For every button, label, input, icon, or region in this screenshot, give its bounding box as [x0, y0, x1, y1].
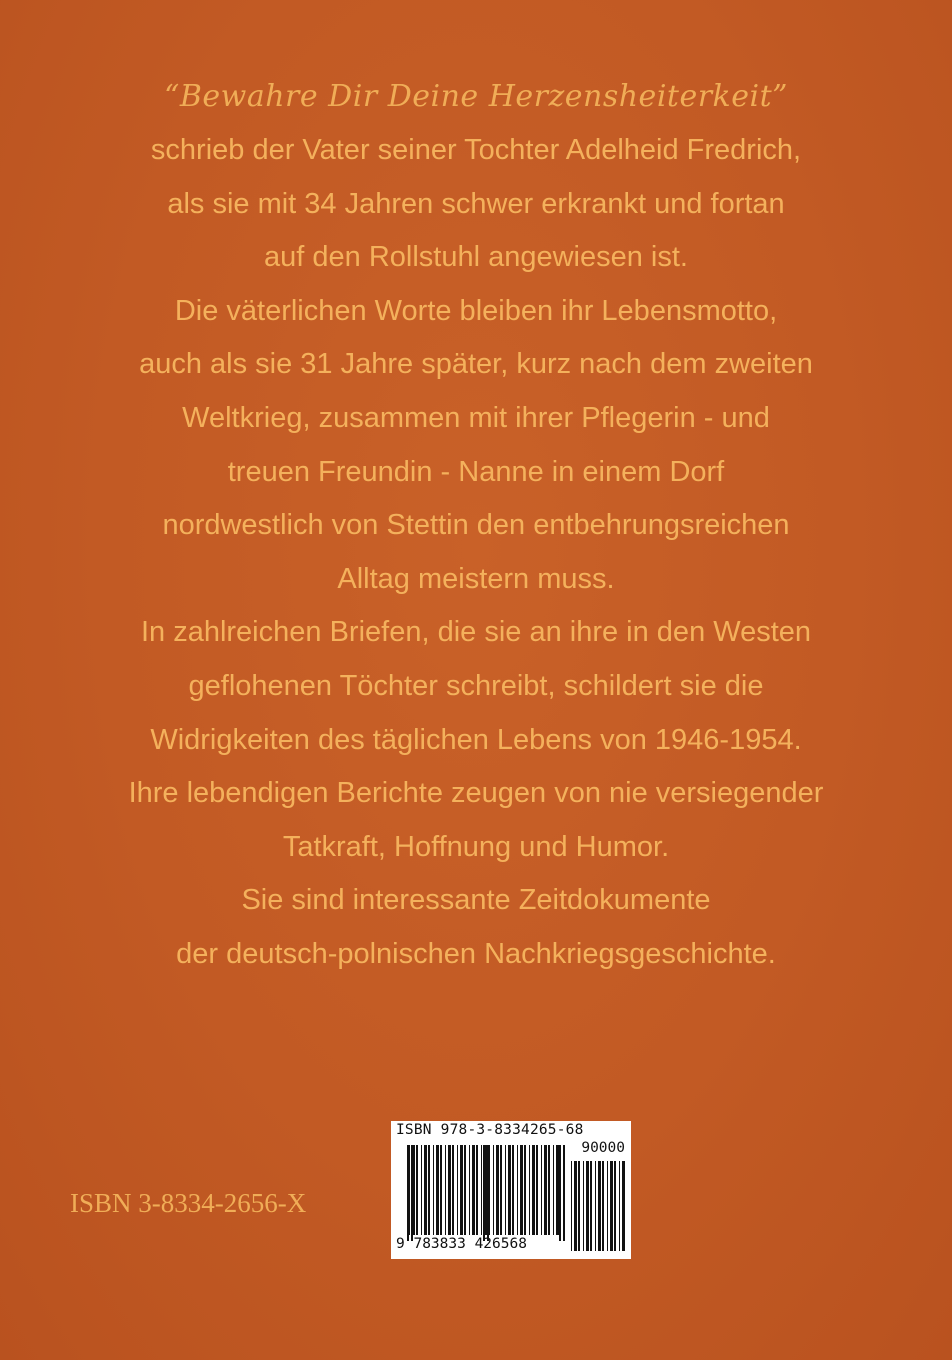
barcode-bar: [436, 1145, 439, 1235]
barcode-bar: [416, 1145, 418, 1235]
blurb-line: Alltag meistern muss.: [337, 562, 615, 595]
barcode-bar: [520, 1145, 523, 1235]
barcode-digits: 9 783833 426568: [396, 1236, 527, 1252]
barcode-bar: [496, 1145, 499, 1235]
barcode-bar: [595, 1161, 596, 1251]
blurb-line: Ihre lebendigen Berichte zeugen von nie versiegender: [128, 777, 824, 810]
barcode-bar: [445, 1145, 446, 1235]
barcode-bar: [536, 1145, 538, 1235]
barcode-bar: [574, 1161, 577, 1251]
motto-quote: “Bewahre Dir Deine Herzensheiterkeit”: [164, 79, 788, 114]
barcode-bar: [598, 1161, 601, 1251]
barcode-bar: [460, 1145, 463, 1235]
barcode-bar: [529, 1145, 530, 1235]
barcode-bar: [544, 1145, 547, 1235]
barcode-bar: [457, 1145, 458, 1235]
blurb-line: als sie mit 34 Jahren schwer erkrankt und fortan: [167, 187, 785, 220]
barcode-bar: [508, 1145, 511, 1235]
blurb-line: der deutsch-polnischen Nachkriegsgeschichte.: [176, 937, 776, 970]
barcode-guard-bar: [411, 1145, 413, 1241]
blurb-text: [40, 70, 912, 982]
barcode-bar: [428, 1145, 430, 1235]
blurb-line: Weltkrieg, zusammen mit ihrer Pflegerin - und: [182, 401, 770, 434]
blurb-line: Die väterlichen Worte bleiben ihr Lebensmotto,: [174, 294, 778, 327]
barcode-addon-digits: 90000: [581, 1140, 625, 1156]
barcode-bar: [421, 1145, 422, 1235]
barcode-bar: [512, 1145, 514, 1235]
blurb-line: auf den Rollstuhl angewiesen ist.: [264, 241, 688, 274]
barcode-bar: [541, 1145, 542, 1235]
barcode-isbn13-label: ISBN 978-3-8334265-68: [396, 1122, 584, 1138]
barcode-bar: [481, 1145, 482, 1235]
barcode-bar: [476, 1145, 478, 1235]
barcode: [391, 1121, 631, 1259]
barcode-bar: [472, 1145, 475, 1235]
blurb-line: In zahlreichen Briefen, die sie an ihre in den Westen: [140, 616, 812, 649]
barcode-bar: [500, 1145, 502, 1235]
barcode-bar: [452, 1145, 454, 1235]
barcode-bar: [602, 1161, 604, 1251]
barcode-bar: [553, 1145, 554, 1235]
barcode-bar: [409, 1145, 410, 1235]
barcode-guard-bar: [407, 1145, 409, 1241]
blurb-line: treuen Freundin - Nanne in einem Dorf: [227, 455, 725, 488]
barcode-bar: [464, 1145, 466, 1235]
barcode-bar: [556, 1145, 559, 1235]
barcode-bar: [583, 1161, 584, 1251]
barcode-bar: [578, 1161, 580, 1251]
barcode-guard-bar: [559, 1145, 561, 1241]
blurb-line: Sie sind interessante Zeitdokumente: [241, 884, 711, 917]
barcode-bar: [590, 1161, 592, 1251]
barcode-bar: [448, 1145, 451, 1235]
barcode-bar: [532, 1145, 535, 1235]
barcode-bar: [433, 1145, 434, 1235]
blurb-line: auch als sie 31 Jahre später, kurz nach dem zweiten: [139, 348, 813, 381]
barcode-bar: [622, 1161, 625, 1251]
barcode-bar: [469, 1145, 470, 1235]
barcode-guard-bar: [563, 1145, 565, 1241]
barcode-bar: [607, 1161, 608, 1251]
blurb-line: nordwestlich von Stettin den entbehrungsreichen: [162, 509, 790, 542]
barcode-bar: [524, 1145, 526, 1235]
blurb-line: geflohenen Töchter schreibt, schildert sie die: [188, 669, 764, 702]
barcode-bar: [614, 1161, 616, 1251]
barcode-bar: [493, 1145, 494, 1235]
barcode-bar: [517, 1145, 518, 1235]
barcode-guard-bar: [483, 1145, 485, 1241]
barcode-bar: [505, 1145, 506, 1235]
blurb-line: Widrigkeiten des täglichen Lebens von 1946-1954.: [150, 723, 802, 756]
blurb-line: Tatkraft, Hoffnung und Humor.: [282, 830, 670, 863]
barcode-bar: [440, 1145, 442, 1235]
barcode-guard-bar: [487, 1145, 489, 1241]
barcode-bar: [586, 1161, 589, 1251]
blurb-line: schrieb der Vater seiner Tochter Adelheid Fredrich,: [150, 134, 802, 166]
isbn-number: ISBN 3-8334-2656-X: [70, 1188, 307, 1218]
barcode-bar: [571, 1161, 572, 1251]
barcode-bar: [424, 1145, 427, 1235]
barcode-bar: [619, 1161, 620, 1251]
barcode-bar: [610, 1161, 613, 1251]
barcode-bar: [548, 1145, 550, 1235]
